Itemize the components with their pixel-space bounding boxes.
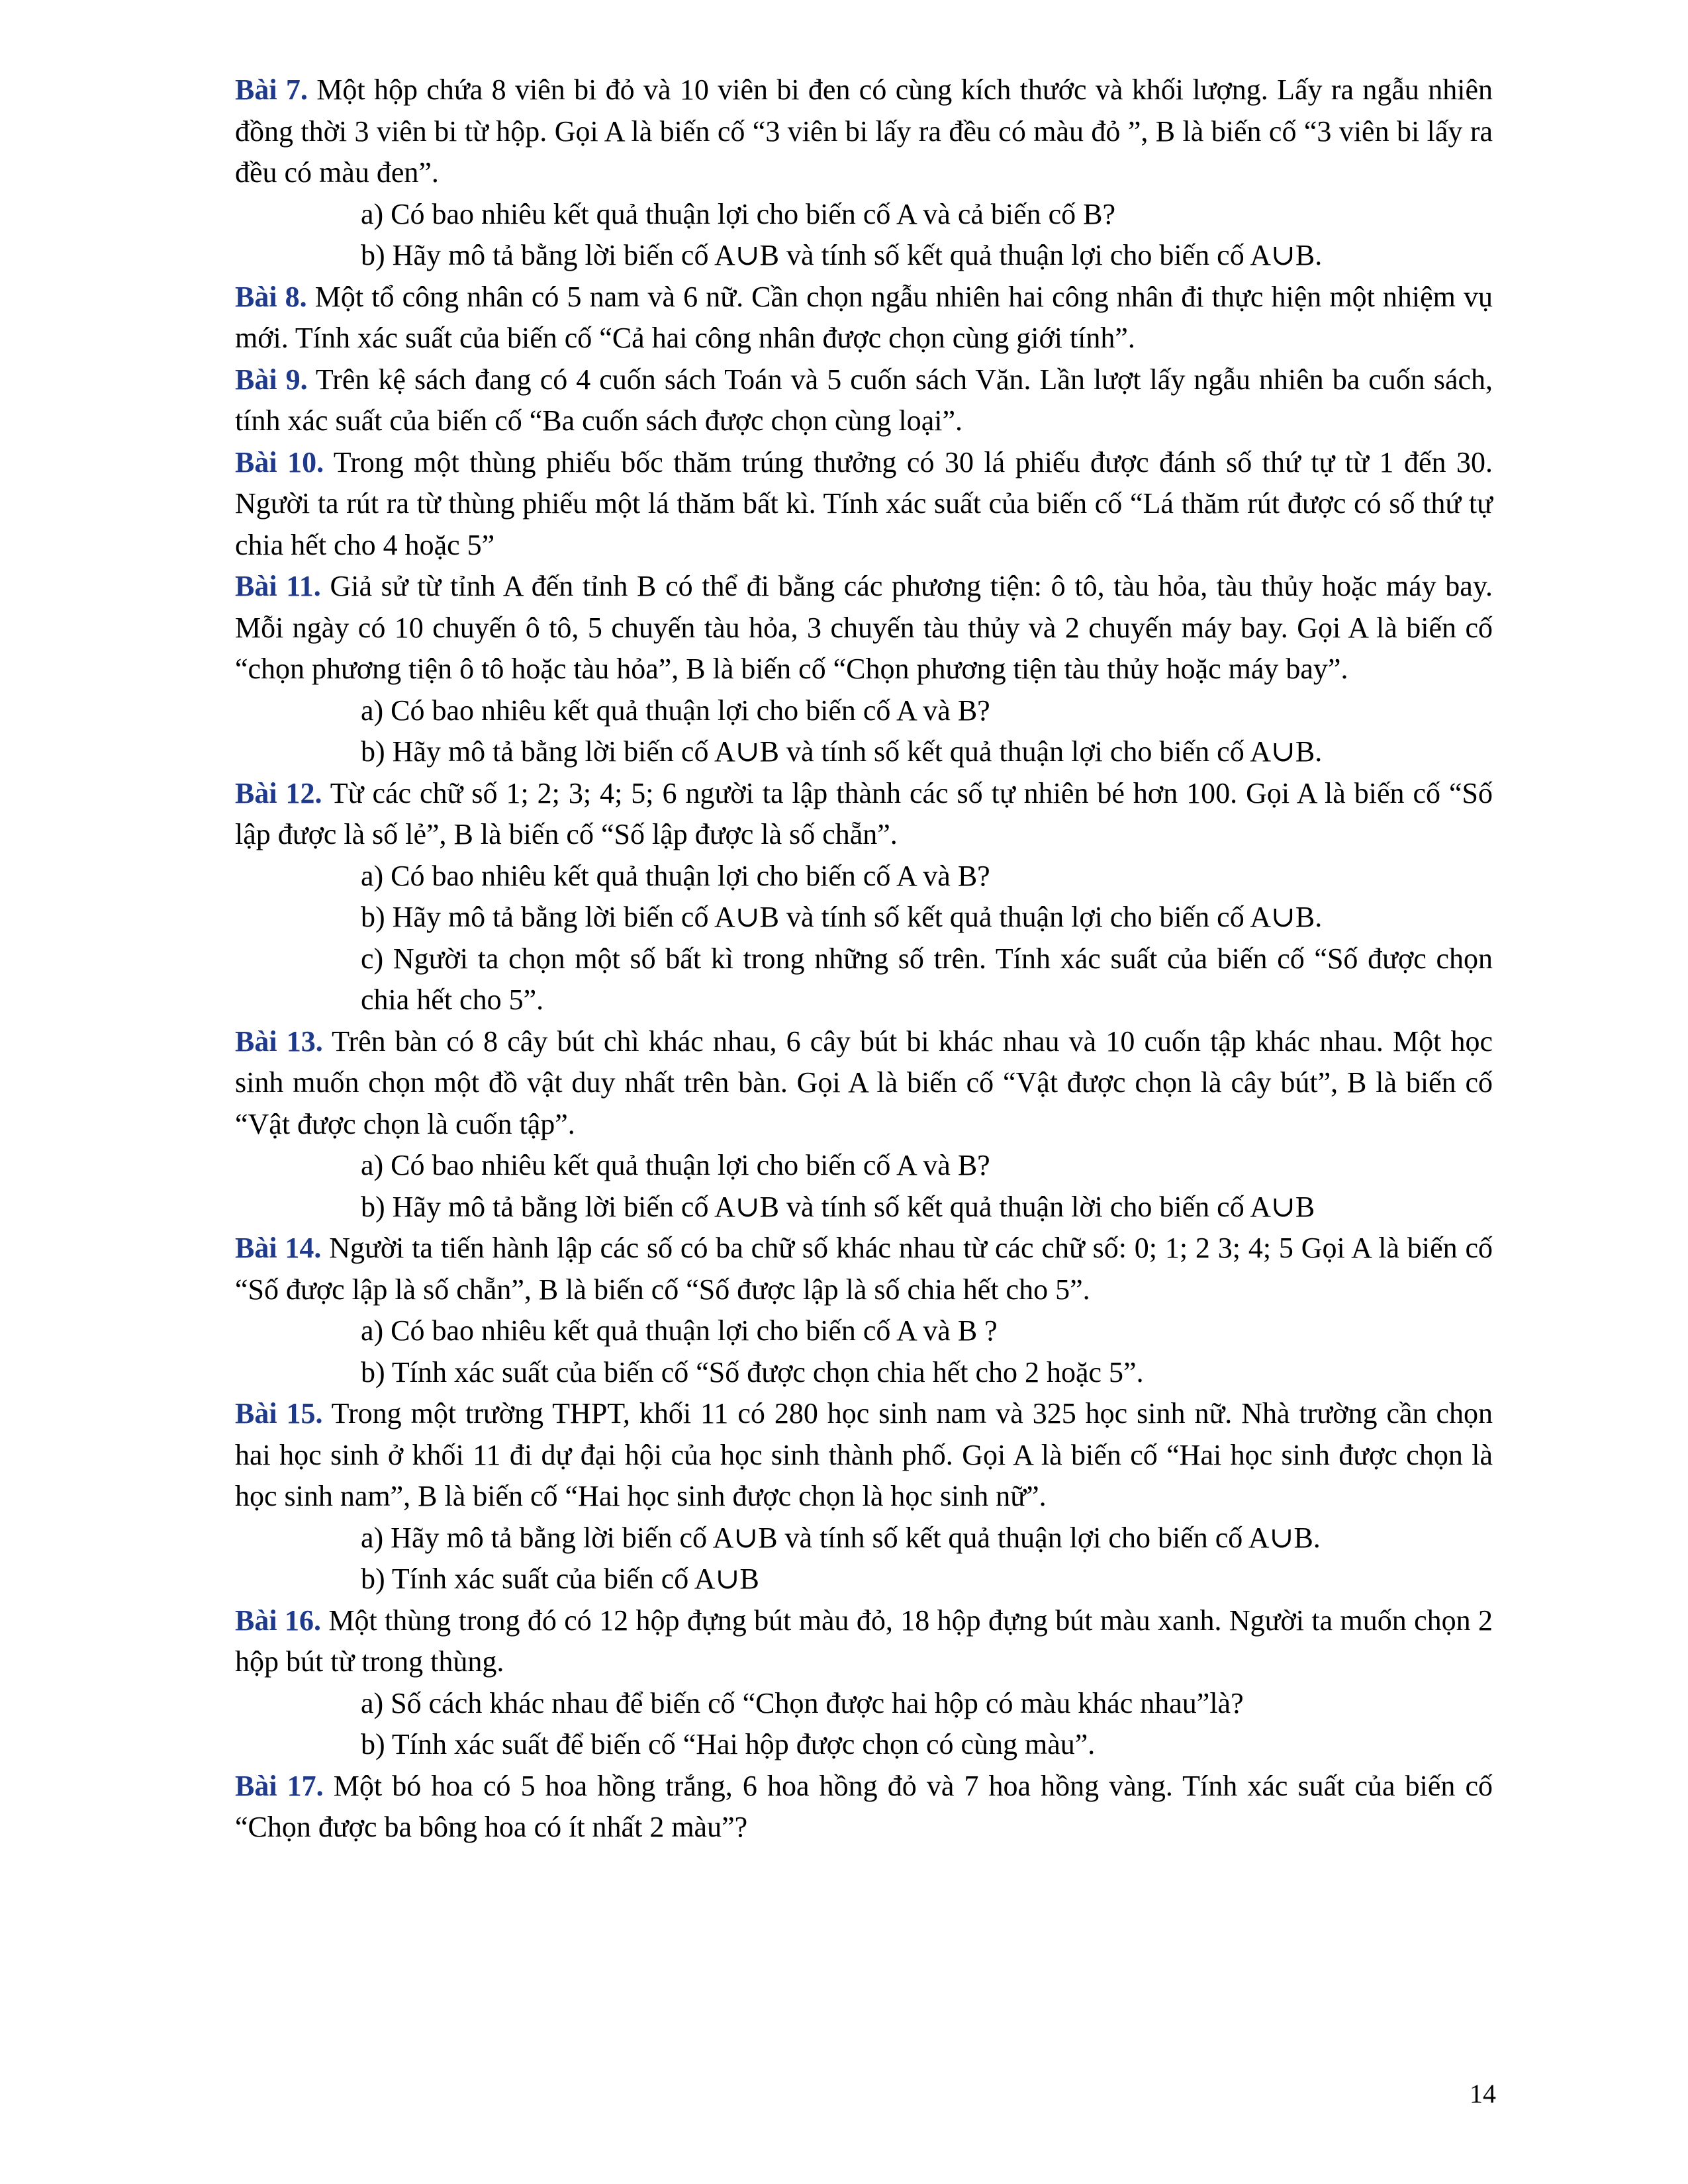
exercise-statement <box>235 773 1493 856</box>
exercise-statement <box>235 1393 1493 1518</box>
exercise-text: Trong một trường THPT, khối 11 có 280 học sinh nam và 325 học sinh nữ. Nhà trường cần chọn hai học sinh ở khối 11 đi dự đại hội của học sinh thành phố. Gọi A là biến cố “Hai học sinh được chọn là học sinh nam”, B là biến cố “Hai học sinh được chọn là học sinh nữ”. <box>235 1397 1493 1512</box>
exercise-text: Trên bàn có 8 cây bút chì khác nhau, 6 cây bút bi khác nhau và 10 cuốn tập khác nhau. Một học sinh muốn chọn một đồ vật duy nhất trên bàn. Gọi A là biến cố “Vật được chọn là cây bút”, B là biến cố “Vật được chọn là cuốn tập”. <box>235 1024 1493 1140</box>
exercise-part: a) Hãy mô tả bằng lời biến cố A∪B và tính số kết quả thuận lợi cho biến cố A∪B. <box>361 1521 1321 1554</box>
exercise-part: b) Tính xác suất của biến cố A∪B <box>361 1563 759 1595</box>
exercise-label: Bài 13. <box>235 1024 323 1058</box>
exercise-14 <box>235 1228 1493 1393</box>
exercise-16 <box>235 1600 1493 1766</box>
exercise-part: b) Hãy mô tả bằng lời biến cố A∪B và tính số kết quả thuận lợi cho biến cố A∪B. <box>361 735 1323 768</box>
exercise-part: a) Có bao nhiêu kết quả thuận lợi cho biến cố A và B? <box>361 1149 990 1181</box>
exercise-part: c) Người ta chọn một số bất kì trong những số trên. Tính xác suất của biến cố “Số được chọn chia hết cho 5”. <box>361 942 1493 1016</box>
page-number: 14 <box>1470 2079 1496 2109</box>
exercise-statement <box>235 1228 1493 1310</box>
exercise-text: Trong một thùng phiếu bốc thăm trúng thưởng có 30 lá phiếu được đánh số thứ tự từ 1 đến 30. Người ta rút ra từ thùng phiếu một lá thăm bất kì. Tính xác suất của biến cố “Lá thăm rút được có số thứ tự chia hết cho 4 hoặc 5” <box>235 445 1493 561</box>
exercise-statement <box>235 442 1493 567</box>
exercise-11 <box>235 566 1493 773</box>
exercise-label: Bài 7. <box>235 73 308 106</box>
exercise-7 <box>235 69 1493 277</box>
exercise-part: a) Số cách khác nhau để biến cố “Chọn được hai hộp có màu khác nhau”là? <box>361 1686 1244 1719</box>
exercise-statement <box>235 277 1493 359</box>
exercise-part: a) Có bao nhiêu kết quả thuận lợi cho biến cố A và cả biến cố B? <box>361 197 1116 230</box>
exercise-statement <box>235 1766 1493 1848</box>
exercise-label: Bài 16. <box>235 1604 321 1637</box>
exercise-label: Bài 14. <box>235 1232 322 1264</box>
exercise-text: Một thùng trong đó có 12 hộp đựng bút màu đỏ, 18 hộp đựng bút màu xanh. Người ta muốn chọn 2 hộp bút từ trong thùng. <box>235 1604 1493 1678</box>
exercise-part: b) Tính xác suất của biến cố “Số được chọn chia hết cho 2 hoặc 5”. <box>361 1355 1144 1388</box>
exercise-statement <box>235 69 1493 194</box>
exercise-12 <box>235 773 1493 1021</box>
exercise-part: a) Có bao nhiêu kết quả thuận lợi cho biến cố A và B? <box>361 694 990 727</box>
exercise-text: Trên kệ sách đang có 4 cuốn sách Toán và 5 cuốn sách Văn. Lần lượt lấy ngẫu nhiên ba cuốn sách, tính xác suất của biến cố “Ba cuốn sách được chọn cùng loại”. <box>235 363 1493 437</box>
exercise-part: b) Hãy mô tả bằng lời biến cố A∪B và tính số kết quả thuận lời cho biến cố A∪B <box>361 1190 1315 1223</box>
exercise-statement <box>235 359 1493 442</box>
exercise-label: Bài 9. <box>235 363 308 396</box>
exercise-label: Bài 8. <box>235 280 307 313</box>
exercise-part: a) Có bao nhiêu kết quả thuận lợi cho biến cố A và B? <box>361 859 990 892</box>
exercise-statement <box>235 566 1493 690</box>
exercise-part: b) Tính xác suất để biến cố “Hai hộp được chọn có cùng màu”. <box>361 1728 1096 1760</box>
exercise-text: Một bó hoa có 5 hoa hồng trắng, 6 hoa hồng đỏ và 7 hoa hồng vàng. Tính xác suất của biến cố “Chọn được ba bông hoa có ít nhất 2 màu”? <box>235 1769 1493 1843</box>
exercise-label: Bài 12. <box>235 776 322 809</box>
exercise-9 <box>235 359 1493 442</box>
exercise-label: Bài 15. <box>235 1397 323 1430</box>
exercise-label: Bài 10. <box>235 445 324 478</box>
exercise-part: b) Hãy mô tả bằng lời biến cố A∪B và tính số kết quả thuận lợi cho biến cố A∪B. <box>361 901 1323 933</box>
exercise-text: Một hộp chứa 8 viên bi đỏ và 10 viên bi đen có cùng kích thước và khối lượng. Lấy ra ngẫu nhiên đồng thời 3 viên bi từ hộp. Gọi A là biến cố “3 viên bi lấy ra đều có màu đỏ ”, B là biến cố “3 viên bi lấy ra đều có màu đen”. <box>235 73 1493 189</box>
exercise-text: Từ các chữ số 1; 2; 3; 4; 5; 6 người ta lập thành các số tự nhiên bé hơn 100. Gọi A là biến cố “Số lập được là số lẻ”, B là biến cố “Số lập được là số chẵn”. <box>235 776 1493 850</box>
exercise-15 <box>235 1393 1493 1600</box>
exercise-label: Bài 17. <box>235 1769 324 1802</box>
exercise-statement <box>235 1021 1493 1146</box>
exercise-17 <box>235 1766 1493 1848</box>
exercise-part: a) Có bao nhiêu kết quả thuận lợi cho biến cố A và B ? <box>361 1314 998 1347</box>
exercise-statement <box>235 1600 1493 1683</box>
exercise-10 <box>235 442 1493 567</box>
exercise-13 <box>235 1021 1493 1228</box>
exercise-text: Giả sử từ tỉnh A đến tỉnh B có thể đi bằng các phương tiện: ô tô, tàu hỏa, tàu thủy hoặc máy bay. Mỗi ngày có 10 chuyến ô tô, 5 chuyến tàu hỏa, 3 chuyến tàu thủy và 2 chuyến máy bay. Gọi A là biến cố “chọn phương tiện ô tô hoặc tàu hỏa”, B là biến cố “Chọn phương tiện tàu thủy hoặc máy bay”. <box>235 570 1493 685</box>
exercise-text: Một tổ công nhân có 5 nam và 6 nữ. Cần chọn ngẫu nhiên hai công nhân đi thực hiện một nhiệm vụ mới. Tính xác suất của biến cố “Cả hai công nhân được chọn cùng giới tính”. <box>235 280 1493 354</box>
exercise-8 <box>235 277 1493 359</box>
exercise-part: b) Hãy mô tả bằng lời biến cố A∪B và tính số kết quả thuận lợi cho biến cố A∪B. <box>361 239 1323 271</box>
exercise-text: Người ta tiến hành lập các số có ba chữ số khác nhau từ các chữ số: 0; 1; 2 3; 4; 5 Gọi A là biến cố “Số được lập là số chẵn”, B là biến cố “Số được lập là số chia hết cho 5”. <box>235 1232 1493 1306</box>
document-body <box>235 69 1493 1848</box>
exercise-label: Bài 11. <box>235 570 321 602</box>
